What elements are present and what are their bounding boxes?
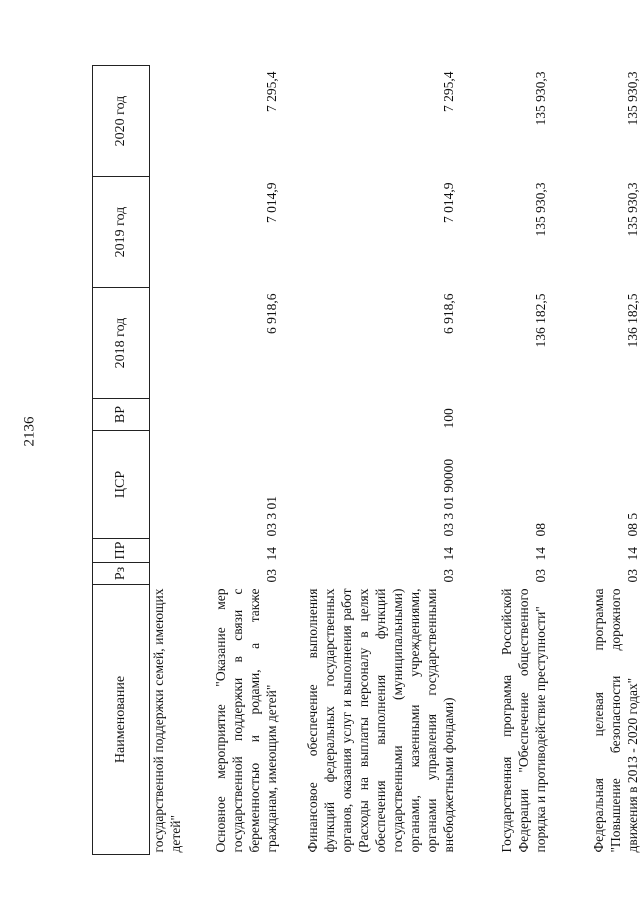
row-vr xyxy=(553,399,640,431)
row-2020: 135 930,3 xyxy=(625,71,640,126)
table-body xyxy=(150,66,640,855)
header-2020: 2020 год xyxy=(93,66,150,177)
row-2020: 7 295,4 xyxy=(264,71,279,112)
row-rz xyxy=(150,563,189,585)
header-csr: ЦСР xyxy=(93,431,150,539)
row-2019: 135 930,3 xyxy=(533,182,548,237)
row-pr: 14 xyxy=(264,547,279,561)
row-2018: 6 918,6 xyxy=(264,293,279,334)
row-pr: 14 xyxy=(533,547,548,561)
row-2018: 136 182,5 xyxy=(625,293,640,348)
row-2019: 7 014,9 xyxy=(264,182,279,223)
header-pr: ПР xyxy=(93,539,150,563)
row-2018: 136 182,5 xyxy=(533,293,548,348)
row-name: Финансовое обеспечение выполнения функций федеральных государственных органов, оказания услуг и выполнения работ (Расходы на выплаты персоналу в целях обеспечения выполнения функций государственными (муниципальными) органами, казенными учреждениями, органами управления государственными внебюджетными фондами) xyxy=(305,588,456,853)
row-csr: 08 xyxy=(533,523,548,537)
row-pr xyxy=(150,539,189,563)
row-2019: 7 014,9 xyxy=(441,182,456,223)
row-rz: 03 xyxy=(533,569,548,583)
row-vr: 100 xyxy=(441,408,456,429)
table-row xyxy=(553,66,640,855)
header-name: Наименование xyxy=(93,585,150,855)
header-2018: 2018 год xyxy=(93,288,150,399)
row-pr: 14 xyxy=(625,547,640,561)
row-name: Государственная программа Российской Федерации "Обеспечение общественного порядка и противодействие преступности" xyxy=(499,588,548,853)
row-name: Основное мероприятие "Оказание мер государственной поддержки в связи с беременностью и родами, а также гражданам, имеющим детей" xyxy=(213,588,279,853)
row-vr xyxy=(188,399,284,431)
row-pr: 14 xyxy=(441,547,456,561)
page-number: 2136 xyxy=(21,416,38,447)
row-name: государственной поддержки семей, имеющих детей" xyxy=(151,588,183,853)
table-row xyxy=(461,66,553,855)
row-2018 xyxy=(150,288,189,399)
row-rz: 03 xyxy=(441,569,456,583)
rotated-table-frame xyxy=(92,65,640,855)
table-row xyxy=(188,66,284,855)
table-header xyxy=(93,66,150,855)
row-vr xyxy=(461,399,553,431)
header-rz: Рз xyxy=(93,563,150,585)
row-rz: 03 xyxy=(625,569,640,583)
table-row xyxy=(284,66,461,855)
row-2019: 135 930,3 xyxy=(625,182,640,237)
row-2018: 6 918,6 xyxy=(441,293,456,334)
header-vr: ВР xyxy=(93,399,150,431)
row-2019 xyxy=(150,177,189,288)
row-csr: 03 3 01 xyxy=(264,496,279,537)
row-csr: 03 3 01 90000 xyxy=(441,458,456,537)
row-csr: 08 5 xyxy=(625,512,640,537)
row-vr xyxy=(150,399,189,431)
budget-table-sheet xyxy=(92,65,640,855)
row-name: Федеральная целевая программа "Повышение безопасности дорожного движения в 2013 - 2020 годах" xyxy=(591,588,640,853)
row-rz: 03 xyxy=(264,569,279,583)
table-row xyxy=(150,66,189,855)
row-2020: 7 295,4 xyxy=(441,71,456,112)
row-csr xyxy=(150,431,189,539)
header-2019: 2019 год xyxy=(93,177,150,288)
budget-table xyxy=(92,65,640,855)
row-2020: 135 930,3 xyxy=(533,71,548,126)
row-2020 xyxy=(150,66,189,177)
